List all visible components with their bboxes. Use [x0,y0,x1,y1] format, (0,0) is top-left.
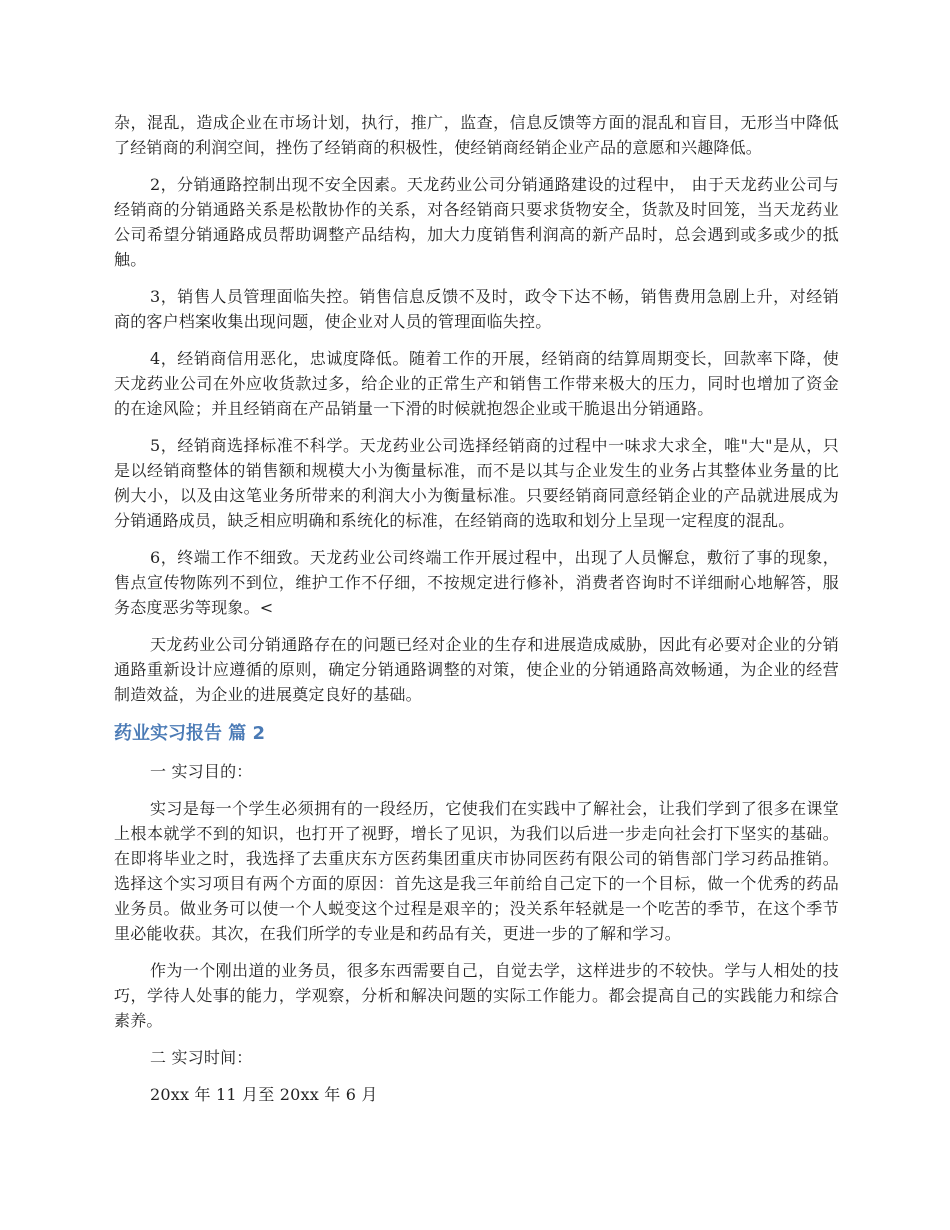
section-heading: 药业实习报告 篇 2 [114,723,266,744]
time-title: 二 实习时间： [150,1048,253,1067]
time-value: 20xx 年 11 月至 20xx 年 6 月 [150,1085,378,1104]
paragraph-item-2: 2，分销通路控制出现不安全因素。天龙药业公司分销通路建设的过程中， 由于天龙药业公司与经销商的分销通路关系是松散协作的关系，对各经销商只要求货物安全，货款及时回笼，当天龙药业公司希望分销通路成员帮助调整产品结构，加大力度销售利润高的新产品时，总会遇到或多或少的抵触。 [114,175,839,269]
purpose-title: 一 实习目的： [150,762,253,781]
paragraph-intro: 杂，混乱，造成企业在市场计划，执行，推广，监查，信息反馈等方面的混乱和盲目，无形当中降低了经销商的利润空间，挫伤了经销商的积极性，使经销商经销企业产品的意愿和兴趣降低。 [114,113,839,157]
paragraph-item-4: 4，经销商信用恶化，忠诚度降低。随着工作的开展，经销商的结算周期变长，回款率下降，使天龙药业公司在外应收货款过多，给企业的正常生产和销售工作带来极大的压力，同时也增加了资金的在途风险；并且经销商在产品销量一下滑的时候就抱怨企业或干脆退出分销通路。 [114,349,839,418]
purpose-paragraph-1: 实习是每一个学生必须拥有的一段经历，它使我们在实践中了解社会，让我们学到了很多在课堂上根本就学不到的知识，也打开了视野，增长了见识，为我们以后进一步走向社会打下坚实的基础。在即将毕业之时，我选择了去重庆东方医药集团重庆市协同医药有限公司的销售部门学习药品推销。选择这个实习项目有两个方面的原因：首先这是我三年前给自己定下的一个目标，做一个优秀的药品业务员。做业务可以使一个人蜕变这个过程是艰辛的；没关系年轻就是一个吃苦的季节，在这个季节里必能收获。其次，在我们所学的专业是和药品有关，更进一步的了解和学习。 [114,799,839,943]
paragraph-item-3: 3，销售人员管理面临失控。销售信息反馈不及时，政令下达不畅，销售费用急剧上升，对经销商的客户档案收集出现问题，使企业对人员的管理面临失控。 [114,287,839,331]
paragraph-item-6: 6，终端工作不细致。天龙药业公司终端工作开展过程中，出现了人员懈怠，敷衍了事的现象，售点宣传物陈列不到位，维护工作不仔细，不按规定进行修补，消费者咨询时不详细耐心地解答，服务态度恶劣等现象。< [114,548,839,617]
paragraph-item-5: 5，经销商选择标准不科学。天龙药业公司选择经销商的过程中一味求大求全，唯"大"是从，只是以经销商整体的销售额和规模大小为衡量标准，而不是以其与企业发生的业务占其整体业务量的比例大小，以及由这笔业务所带来的利润大小为衡量标准。只要经销商同意经销企业的产品就进展成为分销通路成员，缺乏相应明确和系统化的标准，在经销商的选取和划分上呈现一定程度的混乱。 [114,436,839,530]
paragraph-conclusion: 天龙药业公司分销通路存在的问题已经对企业的生存和进展造成威胁，因此有必要对企业的分销通路重新设计应遵循的原则，确定分销通路调整的对策，使企业的分销通路高效畅通，为企业的经营制造效益，为企业的进展奠定良好的基础。 [114,635,839,704]
document-body [114,110,839,1119]
purpose-paragraph-2: 作为一个刚出道的业务员，很多东西需要自己，自觉去学，这样进步的不较快。学与人相处的技巧，学待人处事的能力，学观察，分析和解决问题的实际工作能力。都会提高自己的实践能力和综合素养。 [114,961,839,1030]
